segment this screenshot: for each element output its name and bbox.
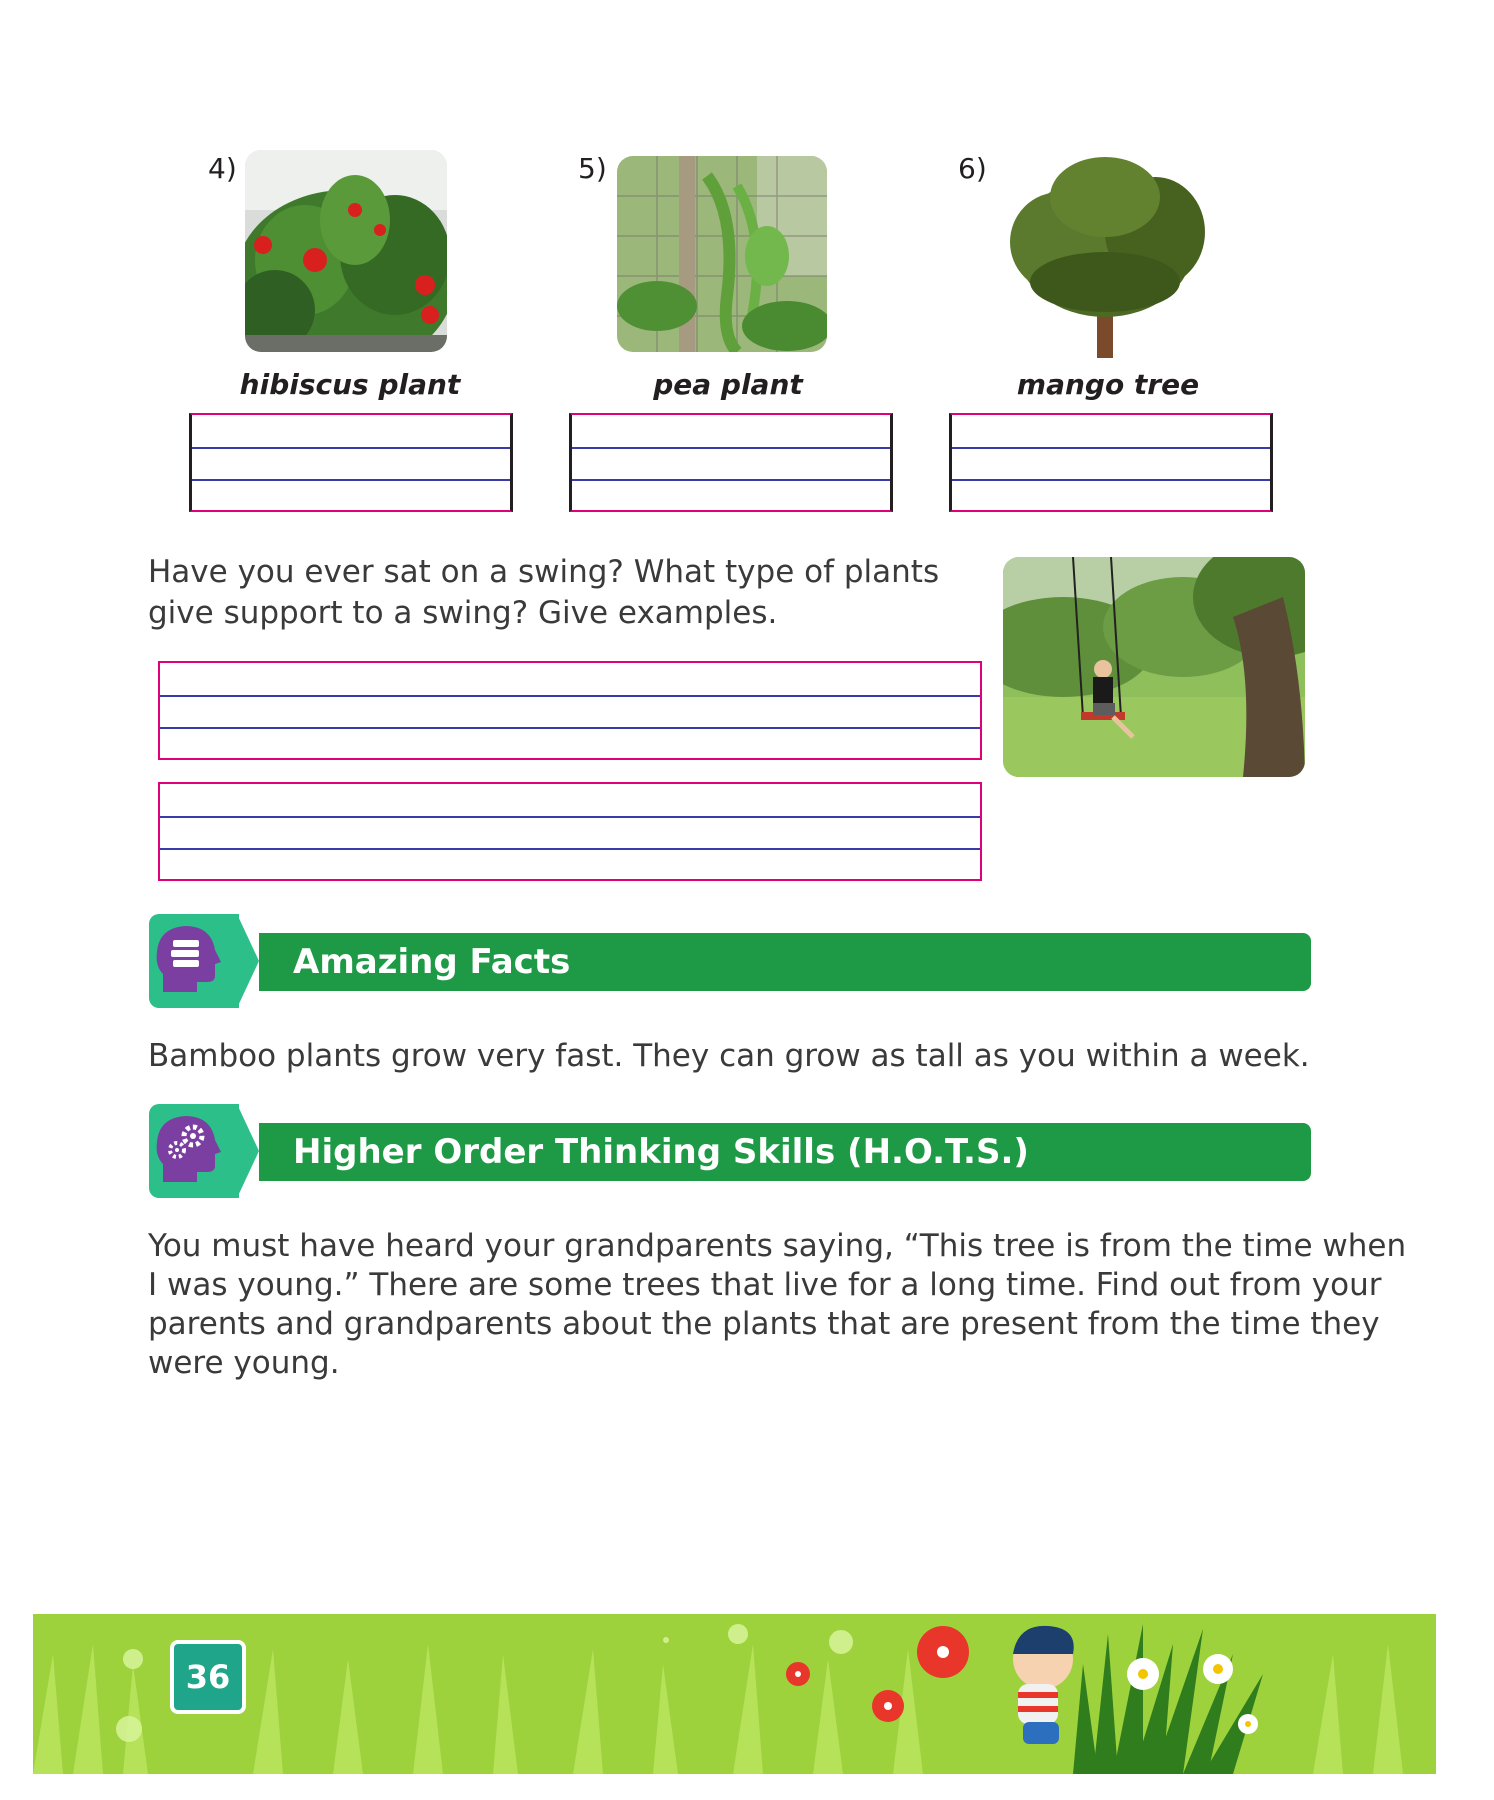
swing-question-line-1: Have you ever sat on a swing? What type of plants xyxy=(148,554,940,590)
amazing-facts-heading: Amazing Facts xyxy=(293,942,571,982)
hots-text-line-3: parents and grandparents about the plants that are present from the time they xyxy=(148,1306,1380,1342)
hots-banner xyxy=(259,1123,1311,1181)
item-number-6: 6) xyxy=(958,152,987,185)
amazing-facts-badge-arrow xyxy=(237,914,259,1008)
answer-box-mango[interactable] xyxy=(949,413,1273,512)
pea-plant-image xyxy=(617,156,827,352)
hots-text-line-1: You must have heard your grandparents saying, “This tree is from the time when xyxy=(148,1228,1407,1264)
hots-heading: Higher Order Thinking Skills (H.O.T.S.) xyxy=(293,1132,1029,1172)
swing-question-line-2: give support to a swing? Give examples. xyxy=(148,595,778,631)
head-gears-icon xyxy=(149,1104,239,1198)
page-number: 36 xyxy=(185,1658,231,1696)
caption-mango: mango tree xyxy=(1016,368,1200,401)
mango-tree-image xyxy=(1005,152,1215,358)
swing-photo xyxy=(1003,557,1305,777)
caption-pea: pea plant xyxy=(653,368,803,401)
swing-answer-box-2[interactable] xyxy=(158,782,982,881)
answer-box-pea[interactable] xyxy=(569,413,893,512)
amazing-facts-text: Bamboo plants grow very fast. They can grow as tall as you within a week. xyxy=(148,1038,1310,1074)
item-number-4: 4) xyxy=(208,152,237,185)
hibiscus-plant-image xyxy=(245,150,447,352)
swing-answer-box-1[interactable] xyxy=(158,661,982,760)
page-number-badge xyxy=(170,1640,246,1714)
hots-badge xyxy=(149,1104,239,1198)
hots-text-line-2: I was young.” There are some trees that live for a long time. Find out from your xyxy=(148,1267,1382,1303)
head-books-icon xyxy=(149,914,239,1008)
hots-badge-arrow xyxy=(237,1104,259,1198)
amazing-facts-badge xyxy=(149,914,239,1008)
answer-box-hibiscus[interactable] xyxy=(189,413,513,512)
item-number-5: 5) xyxy=(578,152,607,185)
caption-hibiscus: hibiscus plant xyxy=(239,368,461,401)
amazing-facts-banner xyxy=(259,933,1311,991)
hots-text-line-4: were young. xyxy=(148,1345,340,1381)
